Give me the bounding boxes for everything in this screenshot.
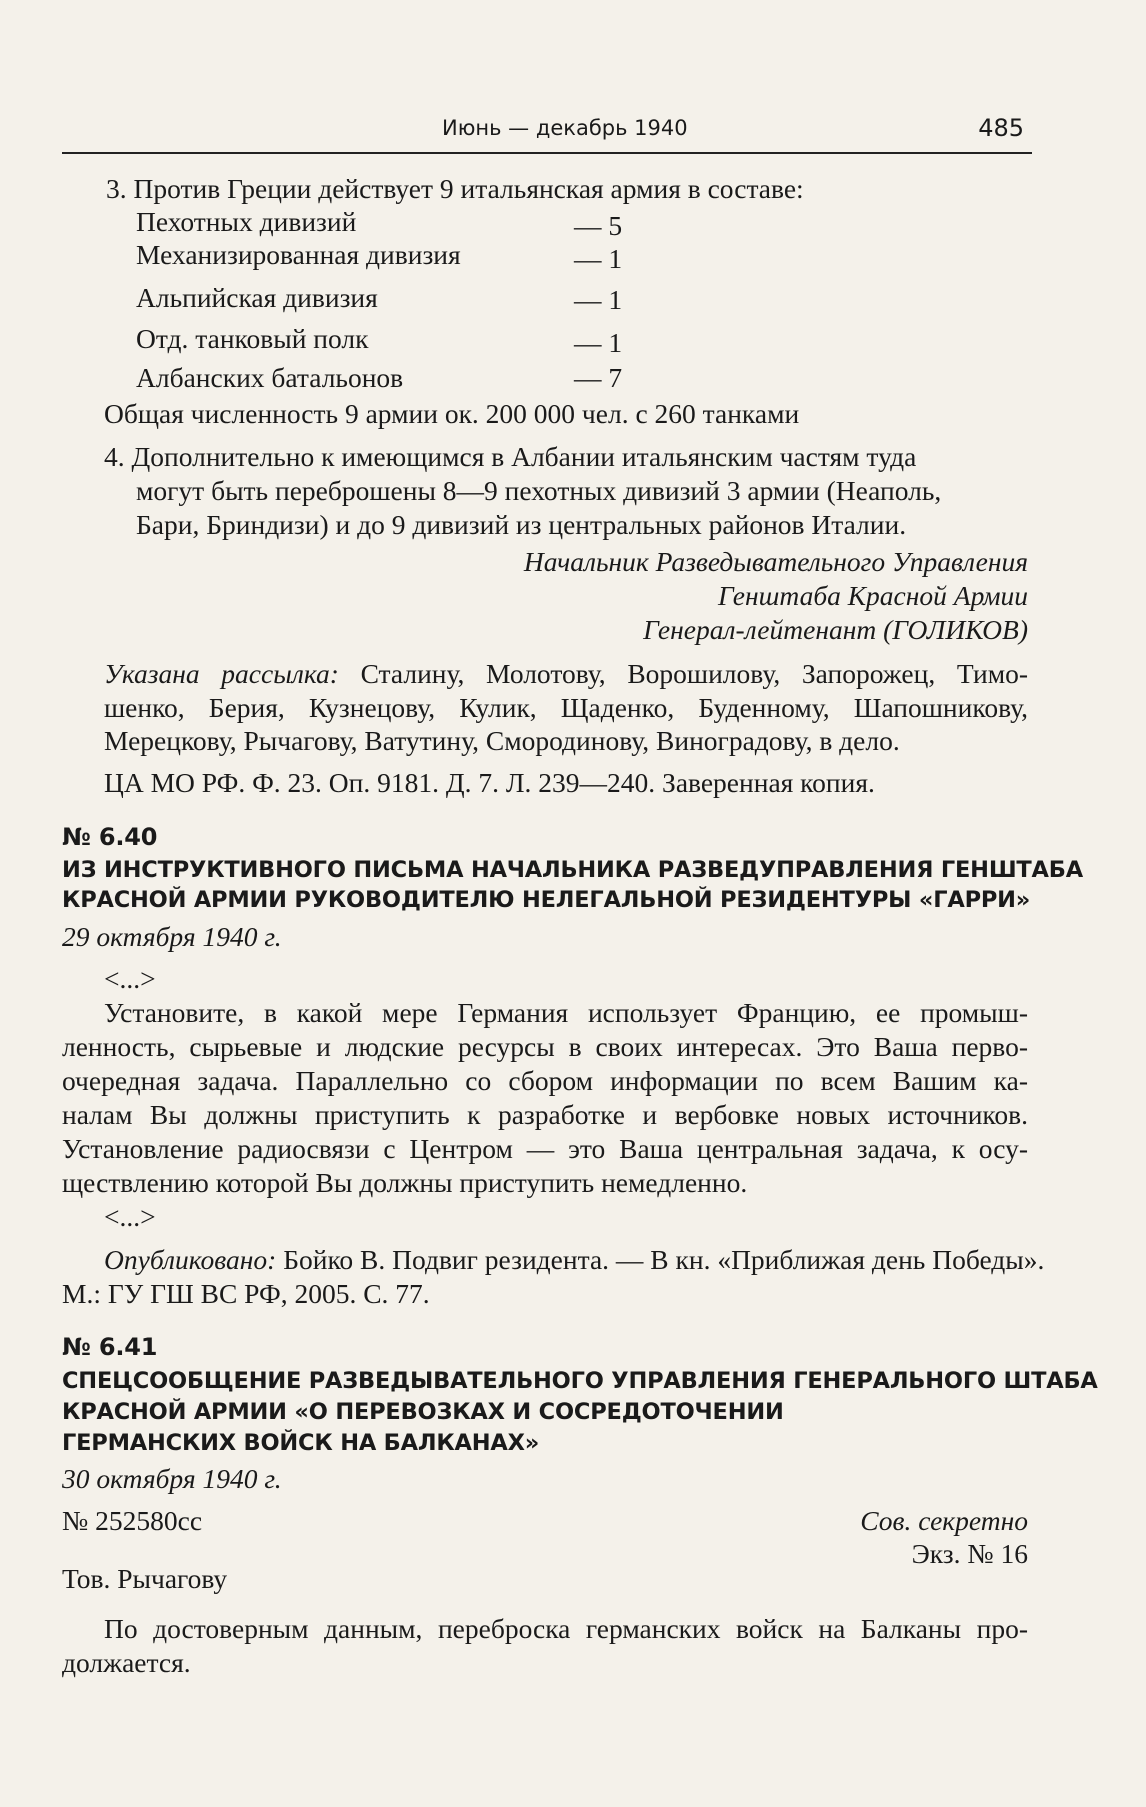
page-number: 485 <box>978 114 1024 142</box>
total-strength: Общая численность 9 армии ок. 200 000 чел. с 260 танками <box>104 398 800 429</box>
distribution-line: Мерецкову, Рычагову, Ватутину, Смородинову, Виноградову, в дело. <box>104 725 900 756</box>
ref-number: № 252580сс <box>62 1505 203 1536</box>
body-line: ленность, сырьевые и людские ресурсы в своих интересах. Это Ваша перво- <box>62 1031 1028 1062</box>
unit-label: Альпийская дивизия <box>136 282 378 313</box>
publication-line: М.: ГУ ГШ ВС РФ, 2005. С. 77. <box>62 1278 430 1309</box>
doc-title-line: СПЕЦСООБЩЕНИЕ РАЗВЕДЫВАТЕЛЬНОГО УПРАВЛЕНИЯ ГЕНЕРАЛЬНОГО ШТАБА <box>62 1368 1098 1394</box>
signature-line: Начальник Разведывательного Управления <box>523 546 1028 577</box>
doc-date: 29 октября 1940 г. <box>62 921 282 952</box>
doc-number: № 6.40 <box>62 823 158 851</box>
body-line: ществлению которой Вы должны приступить немедленно. <box>62 1167 748 1198</box>
doc-title-line: КРАСНОЙ АРМИИ РУКОВОДИТЕЛЮ НЕЛЕГАЛЬНОЙ РЕЗИДЕНТУРЫ «ГАРРИ» <box>62 887 1031 913</box>
unit-label: Механизированная дивизия <box>136 239 461 270</box>
item4-line: могут быть переброшены 8—9 пехотных дивизий 3 армии (Неаполь, <box>136 475 942 506</box>
copy-number: Экз. № 16 <box>911 1538 1028 1569</box>
addressee: Тов. Рычагову <box>62 1563 228 1594</box>
doc-number: № 6.41 <box>62 1333 158 1361</box>
omission-mark: <...> <box>104 963 156 994</box>
distribution-recipients: Сталину, Молотову, Ворошилову, Запорожец, Тимо- <box>360 658 1029 689</box>
unit-value: — 1 <box>574 243 623 274</box>
unit-value: — 1 <box>574 284 623 315</box>
body-line: Установление радиосвязи с Центром — это Ваша центральная задача, к осу- <box>62 1133 1028 1164</box>
item4-line: 4. Дополнительно к имеющимся в Албании итальянским частям туда <box>104 441 917 472</box>
body-line: налам Вы должны приступить к разработке и вербовке новых источников. <box>62 1099 1028 1130</box>
unit-label: Пехотных дивизий <box>136 206 357 237</box>
unit-label: Отд. танковый полк <box>136 323 369 354</box>
body-line: очередная задача. Параллельно со сбором информации по всем Вашим ка- <box>62 1065 1028 1096</box>
body-line: должается. <box>62 1647 191 1678</box>
unit-value: — 1 <box>574 327 623 358</box>
item4-line: Бари, Бриндизи) и до 9 дивизий из центральных районов Италии. <box>136 509 907 540</box>
unit-value: — 7 <box>574 362 623 393</box>
body-line: По достоверным данным, переброска германских войск на Балканы про- <box>104 1613 1028 1644</box>
distribution-label: Указана рассылка: <box>104 658 339 689</box>
omission-mark: <...> <box>104 1201 156 1232</box>
running-title: Июнь — декабрь 1940 <box>442 116 688 140</box>
body-line: Установите, в какой мере Германия использует Францию, ее промыш- <box>104 997 1028 1028</box>
doc-date: 30 октября 1940 г. <box>62 1463 282 1494</box>
doc-title-line: ГЕРМАНСКИХ ВОЙСК НА БАЛКАНАХ» <box>62 1430 540 1456</box>
signature-line: Генштаба Красной Армии <box>717 580 1028 611</box>
unit-value: — 5 <box>574 210 623 241</box>
archive-reference: ЦА МО РФ. Ф. 23. Оп. 9181. Д. 7. Л. 239—240. Заверенная копия. <box>104 767 875 798</box>
item3-intro: 3. Против Греции действует 9 итальянская армия в составе: <box>106 173 804 204</box>
signature-line: Генерал-лейтенант (ГОЛИКОВ) <box>643 614 1028 645</box>
doc-title-line: ИЗ ИНСТРУКТИВНОГО ПИСЬМА НАЧАЛЬНИКА РАЗВЕДУПРАВЛЕНИЯ ГЕНШТАБА <box>62 857 1083 883</box>
distribution-line <box>104 657 1028 691</box>
classification: Сов. секретно <box>860 1505 1028 1536</box>
published-label: Опубликовано: <box>104 1244 277 1275</box>
publication-line <box>62 1243 1045 1277</box>
doc-title-line: КРАСНОЙ АРМИИ «О ПЕРЕВОЗКАХ И СОСРЕДОТОЧЕНИИ <box>62 1399 784 1425</box>
distribution-line: шенко, Берия, Кузнецову, Кулик, Щаденко, Буденному, Шапошникову, <box>104 692 1028 723</box>
unit-label: Албанских батальонов <box>136 362 404 393</box>
running-header <box>62 114 1032 154</box>
published-source: Бойко В. Подвиг резидента. — В кн. «Приближая день Победы». <box>283 1244 1045 1275</box>
